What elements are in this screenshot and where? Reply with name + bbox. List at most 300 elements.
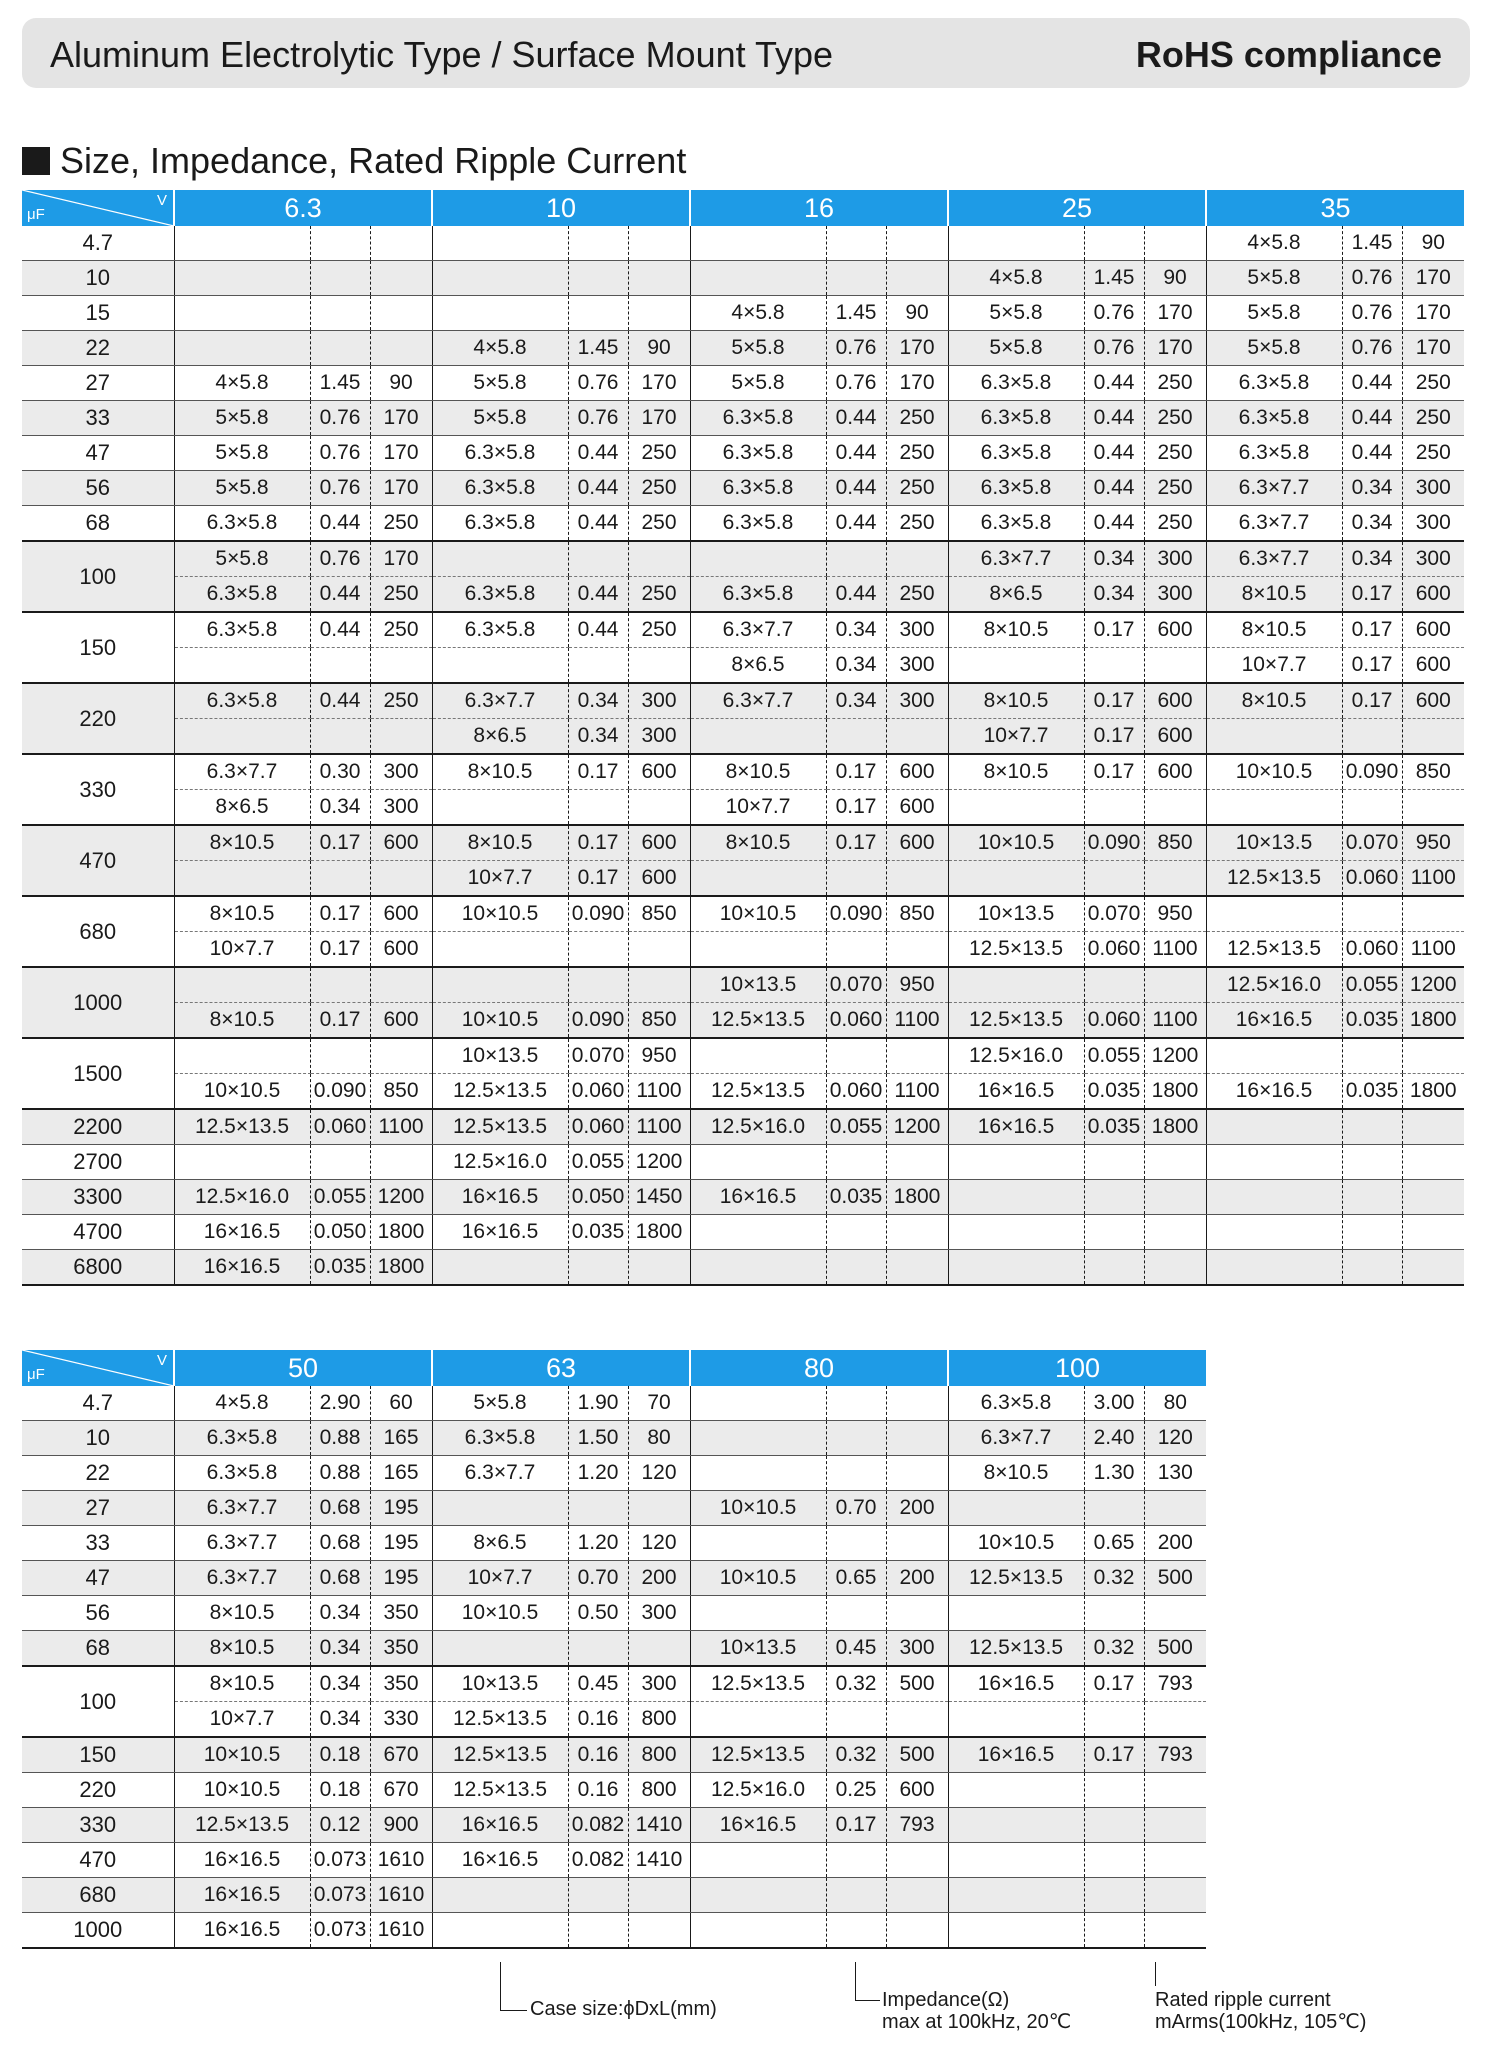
- case-size-cell: [690, 1843, 826, 1878]
- section-title: [22, 140, 686, 182]
- impedance-cell: 0.76: [826, 331, 886, 366]
- ripple-current-cell: 90: [370, 366, 432, 401]
- impedance-cell: [1084, 1491, 1144, 1526]
- impedance-cell: [310, 1145, 370, 1180]
- ripple-current-cell: [370, 861, 432, 897]
- case-size-cell: 10×7.7: [432, 1561, 568, 1596]
- case-size-cell: 10×10.5: [690, 1561, 826, 1596]
- ripple-current-cell: 170: [370, 471, 432, 506]
- case-size-cell: 5×5.8: [1206, 331, 1342, 366]
- case-size-cell: 12.5×13.5: [1206, 932, 1342, 968]
- impedance-cell: 0.34: [826, 612, 886, 648]
- ripple-current-cell: [886, 1913, 948, 1949]
- case-size-cell: [948, 1250, 1084, 1286]
- ripple-current-cell: 70: [628, 1386, 690, 1421]
- impedance-cell: 0.17: [310, 932, 370, 968]
- case-size-cell: [948, 1596, 1084, 1631]
- case-size-cell: [174, 331, 310, 366]
- impedance-cell: 0.32: [826, 1666, 886, 1702]
- case-size-cell: 8×10.5: [174, 896, 310, 932]
- ripple-current-cell: 600: [370, 825, 432, 861]
- capacitance-cell: 22: [22, 331, 174, 366]
- impedance-cell: 0.34: [1342, 506, 1402, 542]
- ripple-current-cell: 300: [1402, 471, 1464, 506]
- case-size-cell: 5×5.8: [690, 366, 826, 401]
- case-size-cell: 10×10.5: [174, 1074, 310, 1110]
- case-size-cell: 12.5×16.0: [948, 1038, 1084, 1074]
- impedance-cell: [1342, 1180, 1402, 1215]
- case-size-cell: 6.3×5.8: [1206, 401, 1342, 436]
- table-row: [22, 1561, 1206, 1596]
- impedance-cell: [1084, 1250, 1144, 1286]
- ripple-current-cell: 250: [628, 436, 690, 471]
- impedance-cell: 0.30: [310, 754, 370, 790]
- case-size-cell: 4×5.8: [1206, 226, 1342, 261]
- impedance-cell: [826, 1456, 886, 1491]
- ripple-current-cell: 250: [886, 401, 948, 436]
- ripple-current-cell: [886, 1215, 948, 1250]
- impedance-cell: 0.035: [1084, 1074, 1144, 1110]
- impedance-cell: 0.090: [1342, 754, 1402, 790]
- impedance-cell: 0.44: [310, 612, 370, 648]
- case-size-cell: 8×10.5: [174, 1631, 310, 1667]
- capacitance-cell: 150: [22, 1737, 174, 1773]
- case-size-cell: 8×10.5: [432, 754, 568, 790]
- case-size-cell: 4×5.8: [948, 261, 1084, 296]
- ripple-current-cell: 250: [1402, 401, 1464, 436]
- ripple-current-cell: 1800: [886, 1180, 948, 1215]
- ripple-current-cell: 350: [370, 1631, 432, 1667]
- ripple-current-cell: 600: [628, 825, 690, 861]
- ripple-current-cell: 250: [370, 612, 432, 648]
- impedance-cell: 0.76: [1084, 296, 1144, 331]
- case-size-cell: [948, 1808, 1084, 1843]
- impedance-cell: 0.18: [310, 1773, 370, 1808]
- case-size-cell: 4×5.8: [174, 1386, 310, 1421]
- ripple-current-cell: [628, 1913, 690, 1949]
- case-size-cell: 12.5×16.0: [690, 1773, 826, 1808]
- ripple-current-cell: [886, 1702, 948, 1738]
- section-title-text: Size, Impedance, Rated Ripple Current: [60, 140, 687, 181]
- ripple-current-cell: 600: [370, 896, 432, 932]
- case-size-cell: [432, 1631, 568, 1667]
- impedance-cell: 0.76: [826, 366, 886, 401]
- impedance-cell: [826, 1386, 886, 1421]
- ripple-current-cell: 350: [370, 1666, 432, 1702]
- ripple-current-cell: [1144, 1250, 1206, 1286]
- impedance-cell: 0.76: [1342, 296, 1402, 331]
- impedance-cell: 0.68: [310, 1561, 370, 1596]
- case-size-cell: 5×5.8: [948, 296, 1084, 331]
- impedance-cell: 0.17: [1084, 754, 1144, 790]
- ripple-current-cell: 950: [1402, 825, 1464, 861]
- voltage-header: 50: [174, 1350, 432, 1386]
- ripple-current-cell: 200: [886, 1561, 948, 1596]
- case-size-cell: 12.5×13.5: [432, 1773, 568, 1808]
- ripple-current-cell: [628, 296, 690, 331]
- impedance-cell: [826, 1215, 886, 1250]
- case-size-cell: 10×10.5: [1206, 754, 1342, 790]
- impedance-cell: 0.12: [310, 1808, 370, 1843]
- case-size-cell: 16×16.5: [432, 1180, 568, 1215]
- case-size-cell: 6.3×7.7: [174, 1526, 310, 1561]
- impedance-cell: [1084, 1702, 1144, 1738]
- ripple-current-cell: 1200: [628, 1145, 690, 1180]
- table-row: [22, 896, 1464, 932]
- case-size-cell: 16×16.5: [948, 1109, 1084, 1145]
- case-size-cell: [690, 1250, 826, 1286]
- impedance-cell: [1084, 1843, 1144, 1878]
- impedance-cell: 0.17: [1084, 612, 1144, 648]
- rohs-label: RoHS compliance: [1135, 34, 1442, 75]
- case-size-cell: [690, 719, 826, 755]
- table-row: [22, 366, 1464, 401]
- legend-ripple-line2: mArms(100kHz, 105℃): [1155, 2011, 1367, 2033]
- case-size-cell: 6.3×7.7: [690, 683, 826, 719]
- table-row: [22, 1843, 1206, 1878]
- ripple-current-cell: 1100: [1144, 932, 1206, 968]
- case-size-cell: [174, 1038, 310, 1074]
- case-size-cell: [948, 967, 1084, 1003]
- case-size-cell: 16×16.5: [174, 1843, 310, 1878]
- ripple-current-cell: 250: [886, 577, 948, 613]
- ripple-current-cell: 793: [886, 1808, 948, 1843]
- ripple-current-cell: 1100: [370, 1109, 432, 1145]
- impedance-cell: 0.17: [568, 754, 628, 790]
- impedance-cell: 0.17: [1084, 719, 1144, 755]
- table-row: [22, 719, 1464, 755]
- table-row: [22, 1773, 1206, 1808]
- case-size-cell: 10×10.5: [432, 1003, 568, 1039]
- case-size-cell: [432, 790, 568, 826]
- impedance-cell: 0.16: [568, 1773, 628, 1808]
- impedance-cell: 0.060: [310, 1109, 370, 1145]
- impedance-cell: [310, 331, 370, 366]
- impedance-cell: 0.17: [1084, 1666, 1144, 1702]
- impedance-cell: 0.88: [310, 1421, 370, 1456]
- table-row: [22, 331, 1464, 366]
- table-row: [22, 1631, 1206, 1667]
- ripple-current-cell: [1402, 1038, 1464, 1074]
- ripple-current-cell: [886, 1878, 948, 1913]
- case-size-cell: [690, 226, 826, 261]
- impedance-cell: 0.17: [310, 896, 370, 932]
- case-size-cell: 10×7.7: [690, 790, 826, 826]
- case-size-cell: [174, 261, 310, 296]
- case-size-cell: 10×10.5: [174, 1773, 310, 1808]
- case-size-cell: 6.3×5.8: [174, 577, 310, 613]
- impedance-cell: 0.34: [310, 1702, 370, 1738]
- impedance-cell: [568, 648, 628, 684]
- impedance-cell: 1.45: [568, 331, 628, 366]
- table-row: [22, 967, 1464, 1003]
- impedance-cell: 0.17: [1342, 612, 1402, 648]
- impedance-cell: 0.16: [568, 1737, 628, 1773]
- ripple-current-cell: [1144, 648, 1206, 684]
- ripple-current-cell: 1100: [1402, 861, 1464, 897]
- case-size-cell: 8×10.5: [1206, 577, 1342, 613]
- table-row: [22, 1491, 1206, 1526]
- impedance-cell: 0.073: [310, 1913, 370, 1949]
- case-size-cell: 12.5×13.5: [432, 1702, 568, 1738]
- impedance-cell: 0.65: [826, 1561, 886, 1596]
- impedance-cell: [1084, 967, 1144, 1003]
- case-size-cell: 16×16.5: [948, 1737, 1084, 1773]
- table-row: [22, 1074, 1464, 1110]
- case-size-cell: 6.3×5.8: [948, 366, 1084, 401]
- impedance-cell: 0.070: [826, 967, 886, 1003]
- case-size-cell: 10×10.5: [432, 896, 568, 932]
- black-square-icon: [22, 147, 50, 175]
- case-size-cell: 6.3×5.8: [174, 506, 310, 542]
- legend-leader-case: [500, 1962, 527, 2011]
- ripple-current-cell: 300: [1402, 506, 1464, 542]
- case-size-cell: [948, 1180, 1084, 1215]
- impedance-cell: 0.34: [310, 1596, 370, 1631]
- capacitance-cell: 56: [22, 471, 174, 506]
- ripple-current-cell: 90: [886, 296, 948, 331]
- table-row: [22, 1702, 1206, 1738]
- impedance-cell: 0.44: [310, 506, 370, 542]
- case-size-cell: 6.3×5.8: [948, 506, 1084, 542]
- impedance-cell: 0.17: [310, 825, 370, 861]
- table-row: [22, 754, 1464, 790]
- case-size-cell: 16×16.5: [432, 1843, 568, 1878]
- impedance-cell: 0.34: [1084, 577, 1144, 613]
- ripple-current-cell: [628, 790, 690, 826]
- case-size-cell: 5×5.8: [174, 401, 310, 436]
- case-size-cell: 6.3×7.7: [1206, 471, 1342, 506]
- case-size-cell: 16×16.5: [1206, 1074, 1342, 1110]
- ripple-current-cell: 250: [628, 506, 690, 542]
- impedance-cell: 0.44: [1084, 436, 1144, 471]
- case-size-cell: 16×16.5: [690, 1180, 826, 1215]
- table-row: [22, 1913, 1206, 1949]
- case-size-cell: 6.3×5.8: [432, 506, 568, 542]
- impedance-cell: 0.055: [1342, 967, 1402, 1003]
- case-size-cell: 12.5×13.5: [690, 1074, 826, 1110]
- ripple-current-cell: 1610: [370, 1878, 432, 1913]
- case-size-cell: 6.3×5.8: [1206, 366, 1342, 401]
- ripple-current-cell: [1402, 1145, 1464, 1180]
- impedance-cell: [1342, 1215, 1402, 1250]
- ripple-current-cell: 170: [370, 541, 432, 577]
- impedance-cell: 0.060: [1342, 861, 1402, 897]
- ripple-current-cell: 300: [628, 1596, 690, 1631]
- ripple-current-cell: [1144, 790, 1206, 826]
- ripple-current-cell: 250: [628, 577, 690, 613]
- impedance-cell: [826, 1596, 886, 1631]
- ripple-current-cell: 120: [628, 1456, 690, 1491]
- case-size-cell: 10×7.7: [174, 1702, 310, 1738]
- ripple-current-cell: 600: [1402, 683, 1464, 719]
- legend-leader-impedance: [855, 1962, 880, 2001]
- case-size-cell: [690, 1421, 826, 1456]
- impedance-cell: 0.035: [310, 1250, 370, 1286]
- capacitance-cell: 1500: [22, 1038, 174, 1109]
- ripple-current-cell: 250: [370, 506, 432, 542]
- voltage-header: 16: [690, 190, 948, 226]
- ripple-current-cell: [886, 719, 948, 755]
- ripple-current-cell: 250: [886, 506, 948, 542]
- impedance-cell: 0.45: [826, 1631, 886, 1667]
- impedance-cell: [568, 1631, 628, 1667]
- impedance-cell: [310, 226, 370, 261]
- impedance-cell: 0.44: [310, 683, 370, 719]
- case-size-cell: 6.3×7.7: [432, 683, 568, 719]
- ripple-current-cell: 170: [1144, 331, 1206, 366]
- case-size-cell: 6.3×7.7: [948, 1421, 1084, 1456]
- table-row: [22, 790, 1464, 826]
- case-size-cell: 10×10.5: [948, 1526, 1084, 1561]
- case-size-cell: 6.3×5.8: [948, 436, 1084, 471]
- table-row: [22, 1386, 1206, 1421]
- impedance-cell: 0.090: [568, 896, 628, 932]
- ripple-current-cell: 250: [1144, 471, 1206, 506]
- case-size-cell: [174, 861, 310, 897]
- impedance-cell: [826, 1038, 886, 1074]
- impedance-cell: [1342, 790, 1402, 826]
- ripple-current-cell: [370, 967, 432, 1003]
- capacitance-cell: 68: [22, 1631, 174, 1667]
- case-size-cell: 8×6.5: [948, 577, 1084, 613]
- table-row: [22, 825, 1464, 861]
- case-size-cell: [1206, 719, 1342, 755]
- ripple-current-cell: 600: [370, 1003, 432, 1039]
- impedance-cell: 1.90: [568, 1386, 628, 1421]
- case-size-cell: 16×16.5: [690, 1808, 826, 1843]
- impedance-cell: 0.17: [1342, 683, 1402, 719]
- impedance-cell: [826, 932, 886, 968]
- table-row: [22, 932, 1464, 968]
- ripple-current-cell: 250: [1144, 436, 1206, 471]
- ripple-current-cell: [1402, 790, 1464, 826]
- ripple-current-cell: 80: [1144, 1386, 1206, 1421]
- case-size-cell: 10×10.5: [948, 825, 1084, 861]
- impedance-cell: [568, 541, 628, 577]
- case-size-cell: 16×16.5: [174, 1878, 310, 1913]
- impedance-cell: 0.76: [1342, 331, 1402, 366]
- impedance-cell: 0.060: [1084, 932, 1144, 968]
- ripple-current-cell: 1410: [628, 1808, 690, 1843]
- case-size-cell: 6.3×5.8: [948, 471, 1084, 506]
- ripple-current-cell: [370, 296, 432, 331]
- case-size-cell: [948, 1491, 1084, 1526]
- case-size-cell: [432, 648, 568, 684]
- impedance-cell: 0.060: [568, 1074, 628, 1110]
- impedance-cell: [1342, 1250, 1402, 1286]
- ripple-current-cell: 600: [886, 754, 948, 790]
- ripple-current-cell: 500: [886, 1666, 948, 1702]
- impedance-cell: 0.76: [1342, 261, 1402, 296]
- case-size-cell: 16×16.5: [1206, 1003, 1342, 1039]
- ripple-current-cell: 600: [1402, 577, 1464, 613]
- case-size-cell: [690, 1526, 826, 1561]
- case-size-cell: [690, 541, 826, 577]
- impedance-cell: 0.17: [1084, 1737, 1144, 1773]
- case-size-cell: 6.3×5.8: [174, 1456, 310, 1491]
- capacitance-unit-label: μF: [27, 206, 45, 223]
- impedance-cell: 0.055: [826, 1109, 886, 1145]
- case-size-cell: [690, 261, 826, 296]
- ripple-current-cell: [1144, 1878, 1206, 1913]
- ripple-current-cell: 1800: [370, 1215, 432, 1250]
- case-size-cell: 12.5×13.5: [948, 1631, 1084, 1667]
- impedance-cell: 0.34: [310, 1631, 370, 1667]
- ripple-current-cell: 300: [370, 790, 432, 826]
- ripple-current-cell: [1144, 861, 1206, 897]
- case-size-cell: [948, 1215, 1084, 1250]
- case-size-cell: 6.3×7.7: [690, 612, 826, 648]
- ripple-current-cell: [1144, 1145, 1206, 1180]
- ripple-current-cell: 600: [628, 861, 690, 897]
- case-size-cell: 4×5.8: [432, 331, 568, 366]
- capacitance-cell: 27: [22, 366, 174, 401]
- case-size-cell: [1206, 1109, 1342, 1145]
- ripple-current-cell: [1144, 1215, 1206, 1250]
- impedance-cell: 1.45: [1342, 226, 1402, 261]
- impedance-cell: 0.035: [1342, 1003, 1402, 1039]
- ripple-current-cell: 250: [1144, 401, 1206, 436]
- impedance-cell: [826, 1702, 886, 1738]
- ripple-current-cell: 600: [886, 790, 948, 826]
- ripple-current-cell: 200: [1144, 1526, 1206, 1561]
- ripple-current-cell: 250: [1402, 436, 1464, 471]
- impedance-cell: [826, 261, 886, 296]
- ripple-current-cell: [886, 261, 948, 296]
- case-size-cell: [948, 861, 1084, 897]
- case-size-cell: 16×16.5: [948, 1074, 1084, 1110]
- case-size-cell: 12.5×13.5: [174, 1808, 310, 1843]
- ripple-current-cell: 120: [1144, 1421, 1206, 1456]
- legend-ripple: [1155, 1989, 1366, 2033]
- impedance-cell: 0.25: [826, 1773, 886, 1808]
- case-size-cell: [432, 1913, 568, 1949]
- ripple-current-cell: [628, 932, 690, 968]
- ripple-current-cell: [1144, 226, 1206, 261]
- impedance-cell: 0.44: [568, 577, 628, 613]
- ripple-current-cell: 800: [628, 1773, 690, 1808]
- case-size-cell: 8×10.5: [948, 1456, 1084, 1491]
- impedance-cell: [568, 1491, 628, 1526]
- case-size-cell: 8×10.5: [690, 754, 826, 790]
- ripple-current-cell: 165: [370, 1421, 432, 1456]
- case-size-cell: 8×10.5: [948, 612, 1084, 648]
- case-size-cell: [174, 648, 310, 684]
- impedance-cell: [310, 1038, 370, 1074]
- ripple-current-cell: [1144, 1180, 1206, 1215]
- capacitance-cell: 150: [22, 612, 174, 683]
- case-size-cell: [1206, 1215, 1342, 1250]
- ripple-current-cell: [886, 541, 948, 577]
- case-size-cell: [1206, 1180, 1342, 1215]
- ripple-current-cell: 300: [1402, 541, 1464, 577]
- case-size-cell: 10×10.5: [174, 1737, 310, 1773]
- ripple-current-cell: 1800: [628, 1215, 690, 1250]
- case-size-cell: 4×5.8: [690, 296, 826, 331]
- ripple-current-cell: [886, 1145, 948, 1180]
- ripple-current-cell: [370, 648, 432, 684]
- case-size-cell: [432, 1250, 568, 1286]
- case-size-cell: [948, 1913, 1084, 1949]
- ripple-current-cell: [370, 226, 432, 261]
- legend-impedance: [882, 1989, 1071, 2033]
- capacitance-cell: 100: [22, 1666, 174, 1737]
- impedance-cell: 0.17: [826, 790, 886, 826]
- ripple-current-cell: 300: [628, 1666, 690, 1702]
- case-size-cell: 6.3×5.8: [432, 436, 568, 471]
- ripple-current-cell: 300: [370, 754, 432, 790]
